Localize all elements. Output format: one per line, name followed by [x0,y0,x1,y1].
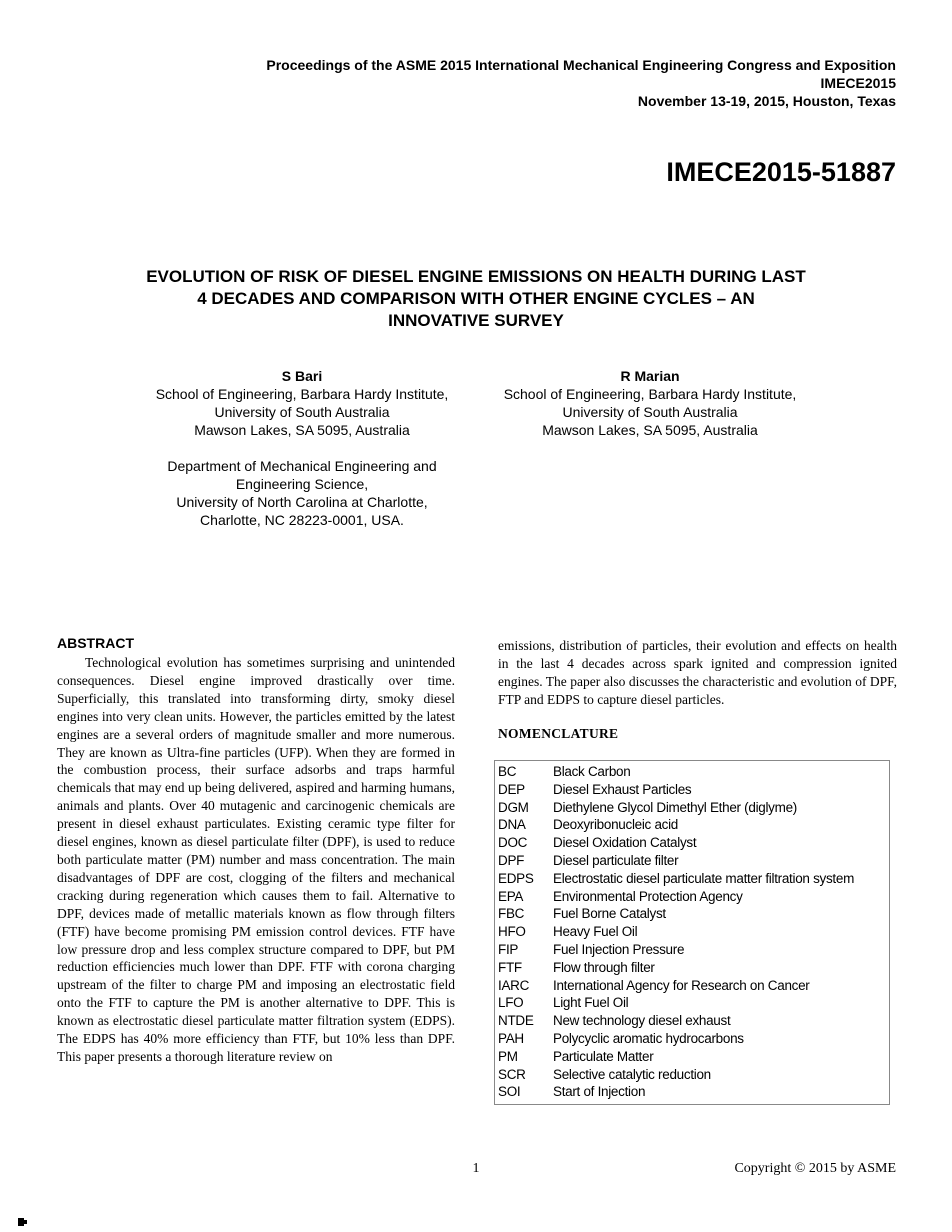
affiliation-line: Mawson Lakes, SA 5095, Australia [542,422,758,438]
secondary-affiliation [132,457,472,529]
corner-mark-icon [18,1218,27,1227]
nomenclature-abbr: EDPS [498,870,534,886]
page-number: 1 [472,1161,480,1176]
nomenclature-definition: Start of Injection [553,1084,646,1100]
nomenclature-row [495,1083,889,1101]
nomenclature-abbr: BC [498,764,517,779]
paper-title [80,266,872,332]
nomenclature-definition: International Agency for Research on Cancer [553,977,810,993]
nomenclature-row [495,888,889,906]
affiliation-line: School of Engineering, Barbara Hardy Institute, [155,386,449,402]
nomenclature-definition: Flow through filter [553,959,655,975]
nomenclature-definition: Heavy Fuel Oil [553,924,638,940]
nomenclature-definition: Diesel Oxidation Catalyst [553,835,697,851]
nomenclature-row [495,1012,889,1030]
author-block-marian [480,367,820,439]
nomenclature-row [495,994,889,1012]
title-line: INNOVATIVE SURVEY [388,311,564,330]
nomenclature-abbr: FTF [498,959,522,975]
nomenclature-abbr: DPF [498,852,525,868]
author-name: S Bari [281,368,323,384]
copyright-notice: Copyright © 2015 by ASME [734,1161,896,1176]
nomenclature-abbr: SCR [498,1066,526,1082]
nomenclature-definition: Fuel Injection Pressure [553,941,685,957]
nomenclature-abbr: FIP [498,941,519,957]
nomenclature-row [495,977,889,995]
title-line: 4 DECADES AND COMPARISON WITH OTHER ENGINE CYCLES – AN [197,289,755,308]
nomenclature-definition: Diesel Exhaust Particles [553,781,692,797]
affiliation-line: Mawson Lakes, SA 5095, Australia [194,422,410,438]
nomenclature-abbr: EPA [498,888,524,904]
affiliation-line: University of South Australia [562,404,738,420]
conference-name: Proceedings of the ASME 2015 International Mechanical Engineering Congress and Exposition [266,57,896,73]
nomenclature-abbr: PM [498,1048,518,1064]
nomenclature-definition: Electrostatic diesel particulate matter filtration system [553,870,855,886]
nomenclature-abbr: HFO [498,924,526,940]
nomenclature-abbr: LFO [498,995,524,1011]
nomenclature-abbr: DEP [498,781,525,797]
nomenclature-heading: NOMENCLATURE [498,726,619,741]
title-line: EVOLUTION OF RISK OF DIESEL ENGINE EMISSIONS ON HEALTH DURING LAST [146,267,806,286]
nomenclature-row [495,959,889,977]
affiliation-line: School of Engineering, Barbara Hardy Institute, [503,386,797,402]
author-block-bari [132,367,472,439]
nomenclature-abbr: SOI [498,1084,521,1100]
nomenclature-definition: New technology diesel exhaust [553,1013,731,1029]
nomenclature-row [495,1030,889,1048]
nomenclature-definition: Polycyclic aromatic hydrocarbons [553,1030,744,1046]
nomenclature-row [495,852,889,870]
nomenclature-definition: Selective catalytic reduction [553,1066,711,1082]
nomenclature-abbr: DNA [498,817,526,833]
conference-header [266,56,896,110]
nomenclature-row [495,1066,889,1084]
nomenclature-row [495,781,889,799]
nomenclature-abbr: PAH [498,1030,524,1046]
nomenclature-row [495,816,889,834]
author-name: R Marian [620,368,680,384]
nomenclature-abbr: DOC [498,835,528,851]
nomenclature-row [495,923,889,941]
nomenclature-abbr: NTDE [498,1013,534,1029]
affiliation-line: Department of Mechanical Engineering and [167,458,437,474]
nomenclature-row [495,799,889,817]
nomenclature-definition: Diethylene Glycol Dimethyl Ether (diglyme) [553,799,797,815]
nomenclature-definition: Fuel Borne Catalyst [553,906,666,922]
nomenclature-row [495,941,889,959]
conference-code: IMECE2015 [820,75,896,91]
nomenclature-definition: Environmental Protection Agency [553,888,743,904]
nomenclature-row [495,834,889,852]
nomenclature-table [494,760,890,1105]
affiliation-line: University of North Carolina at Charlotte, [176,494,428,510]
nomenclature-abbr: IARC [498,977,530,993]
nomenclature-definition: Black Carbon [553,764,631,779]
nomenclature-row [495,905,889,923]
nomenclature-definition: Deoxyribonucleic acid [553,817,679,833]
nomenclature-abbr: FBC [498,906,525,922]
abstract-heading: ABSTRACT [57,635,134,651]
nomenclature-definition: Light Fuel Oil [553,995,629,1011]
nomenclature-row [495,870,889,888]
affiliation-line: University of South Australia [214,404,390,420]
conference-dates-location: November 13-19, 2015, Houston, Texas [637,93,896,109]
affiliation-line: Charlotte, NC 28223-0001, USA. [200,512,404,528]
nomenclature-row [495,1048,889,1066]
nomenclature-definition: Diesel particulate filter [553,852,679,868]
abstract-text-col2: emissions, distribution of particles, their evolution and effects on health in the last 4 decades across spark ignited and compression ignited engines. The paper also discusses the characteristic and evolution of DPF, FTP and EDPS to capture diesel particles. [498,638,897,707]
paper-id: IMECE2015-51887 [666,157,896,187]
abstract-text-col1: Technological evolution has sometimes surprising and unintended consequences. Diesel engine improved drastically over time. Superficially, this translated into transforming dirty, smoky diesel engines into very clean units. However, the particles emitted by the latest engines are a several orders of magnitude smaller and more numerous. They are known as Ultra-fine particles (UFP). When they are formed in the combustion process, their surface adsorbs and traps harmful chemicals that may end up being delivered, aspired and harming humans, animals and plants. Over 40 mutagenic and carcinogenic chemicals are present in diesel exhaust particulates. Existing ceramic type filter for diesel engines, known as diesel particulate filter (DPF), is used to reduce both particulate matter (PM) number and mass concentration. The main disadvantages of DPF are cost, clogging of the filters and mechanical cracking during regeneration which causes them to fail. Alternative to DPF, devices made of metallic materials known as flow through filters (FTF) have become promising PM emission control devices. FTF have low pressure drop and less complex structure compared to DPF, but PM reduction efficiencies much lower than DPF. FTF with corona charging upstream of the filter to charge PM and imposing an electrostatic field onto the FTF to capture the PM is another alternative to DPF. This is known as electrostatic diesel particulate matter filtration system (EDPS). The EDPS has 40% more efficiency than FTF, but 10% less than DPF. This paper presents a thorough literature review on [57,655,455,1064]
nomenclature-abbr: DGM [498,799,529,815]
nomenclature-definition: Particulate Matter [553,1048,654,1064]
affiliation-line: Engineering Science, [235,476,369,492]
nomenclature-row [495,763,889,781]
